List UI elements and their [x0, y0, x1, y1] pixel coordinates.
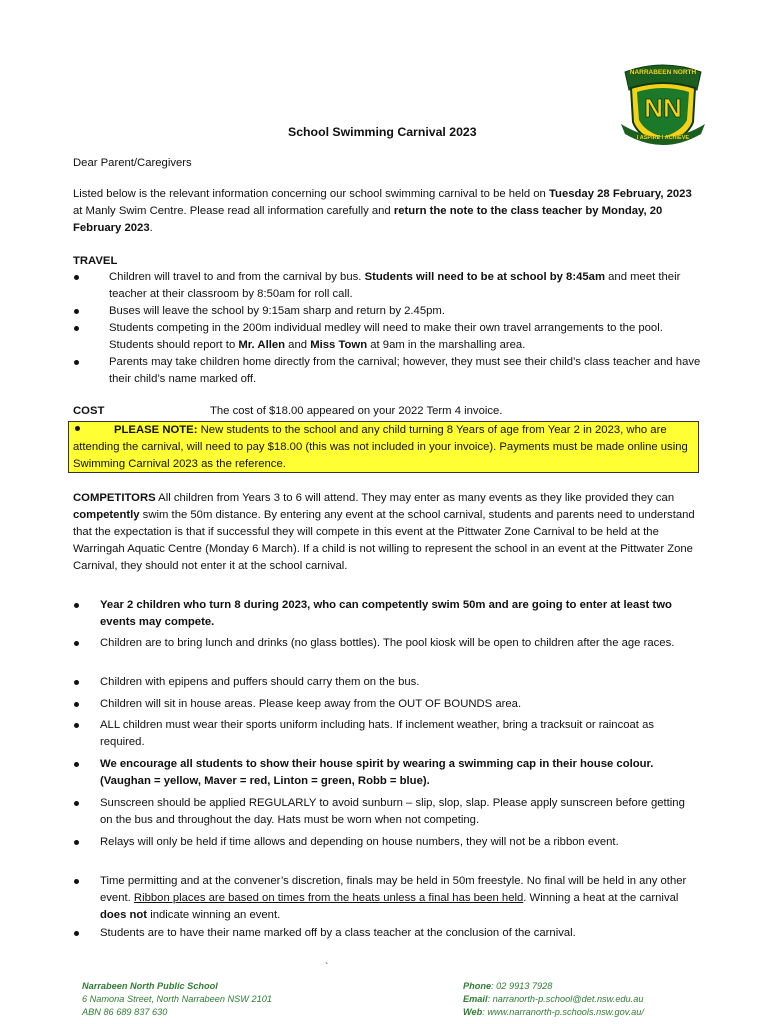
- competitors-paragraph: COMPETITORS All children from Years 3 to 6 will attend. They may enter as many events as they like provided they can competently swim the 50m distance. By entering any event at the school carnival, students and parents need to understand that the expectation is that if successful they will compete in this event at the Pittwater Zone Carnival to be held at the Warringah Aquatic Centre (Monday 6 March). If a child is not willing to represent the school in an event at the Pittwater Zone Carnival, they should not enter it at the school carnival.: [73, 492, 695, 572]
- competitors-item-9: Time permitting and at the convener’s discretion, finals may be held in 50m freestyle. No final will be held in any other event. Ribbon places are based on times from the heats unless a final has been held. Winning a heat at the carnival does not indicate winning an event.: [100, 875, 687, 921]
- bullet-icon: [74, 723, 79, 728]
- bullet-icon: [74, 680, 79, 685]
- bullet-icon: [74, 275, 79, 280]
- letter-title: School Swimming Carnival 2023: [288, 125, 477, 139]
- competitors-item-4: Children will sit in house areas. Please keep away from the OUT OF BOUNDS area.: [100, 698, 522, 710]
- svg-text:I ASPIRE I ACHIEVE: I ASPIRE I ACHIEVE: [636, 135, 690, 141]
- competitors-item-2: Children are to bring lunch and drinks (no glass bottles). The pool kiosk will be open to children after the age races.: [100, 637, 675, 649]
- competitors-item-5: ALL children must wear their sports uniform including hats. If inclement weather, bring a tracksuit or raincoat as required.: [100, 719, 655, 748]
- competitors-item-8: Relays will only be held if time allows and depending on house numbers, they will not be a ribbon event.: [100, 836, 619, 848]
- travel-item-4: Parents may take children home directly from the carnival; however, they must see their child’s class teacher and have their child’s name marked off.: [109, 356, 701, 385]
- bullet-icon: [74, 360, 79, 365]
- svg-text:NARRABEEN NORTH: NARRABEEN NORTH: [629, 69, 697, 76]
- stray-mark: `: [325, 962, 329, 973]
- competitors-item-7: Sunscreen should be applied REGULARLY to avoid sunburn – slip, slop, slap. Please apply sunscreen before getting on the bus and throughout the day. Hats must be worn when not competing.: [100, 797, 685, 826]
- travel-item-1: Children will travel to and from the carnival by bus. Students will need to be at school by 8:45am and meet their teacher at their classroom by 8:50am for roll call.: [109, 271, 681, 300]
- footer-phone: Phone: 02 9913 7928: [463, 981, 553, 991]
- footer-email[interactable]: Email: narranorth-p.school@det.nsw.edu.au: [463, 994, 644, 1004]
- bullet-icon: [74, 879, 79, 884]
- bullet-icon: [74, 840, 79, 845]
- please-note-highlight-box: [68, 421, 699, 473]
- footer-school-name: Narrabeen North Public School: [82, 981, 218, 991]
- bullet-icon: [74, 762, 79, 767]
- competitors-heading: COMPETITORS: [73, 492, 156, 504]
- cost-text: The cost of $18.00 appeared on your 2022 Term 4 invoice.: [210, 405, 503, 417]
- footer-contact-block: [463, 980, 743, 1019]
- bullet-icon: [74, 641, 79, 646]
- bullet-icon: [74, 326, 79, 331]
- travel-item-3: Students competing in the 200m individual medley will need to make their own travel arrangements to the pool. Students should report to Mr. Allen and Miss Town at 9am in the marshalling area.: [109, 322, 663, 351]
- competitors-item-6: We encourage all students to show their house spirit by wearing a swimming cap in their house colour. (Vaughan = yellow, Maver = red, Linton = green, Robb = blue).: [100, 758, 654, 787]
- intro-paragraph: Listed below is the relevant information concerning our school swimming carnival to be held on Tuesday 28 February, 2023 at Manly Swim Centre. Please read all information carefully and return the note to the class teacher by Monday, 20 February 2023.: [73, 188, 692, 234]
- school-crest-logo: [617, 62, 709, 146]
- svg-text:NN: NN: [644, 93, 682, 123]
- bullet-icon: [74, 801, 79, 806]
- greeting: Dear Parent/Caregivers: [73, 157, 192, 169]
- footer-web[interactable]: Web: www.narranorth-p.schools.nsw.gov.au/: [463, 1007, 644, 1017]
- competitors-item-3: Children with epipens and puffers should carry them on the bus.: [100, 676, 420, 688]
- bullet-icon: [74, 603, 79, 608]
- competitors-item-1: Year 2 children who turn 8 during 2023, who can competently swim 50m and are going to enter at least two events may compete.: [100, 599, 672, 628]
- footer-address: 6 Namona Street, North Narrabeen NSW 2101: [82, 994, 272, 1004]
- note-label: PLEASE NOTE:: [114, 424, 198, 436]
- bullet-icon: [74, 309, 79, 314]
- travel-heading: TRAVEL: [73, 255, 118, 267]
- bullet-icon: [74, 931, 79, 936]
- bullet-icon: [74, 702, 79, 707]
- note-text: New students to the school and any child turning 8 Years of age from Year 2 in 2023, who are attending the carnival, will need to pay $18.00 (this was not included in your invoice). Payments must be made online using Swimming Carnival 2023 as the reference.: [73, 424, 688, 470]
- footer-abn: ABN 86 689 837 630: [82, 1007, 168, 1017]
- cost-heading: COST: [73, 405, 105, 417]
- bullet-icon: [75, 426, 80, 431]
- footer-school-block: [82, 980, 362, 1019]
- travel-item-2: Buses will leave the school by 9:15am sharp and return by 2.45pm.: [109, 305, 445, 317]
- competitors-item-10: Students are to have their name marked off by a class teacher at the conclusion of the carnival.: [100, 927, 576, 939]
